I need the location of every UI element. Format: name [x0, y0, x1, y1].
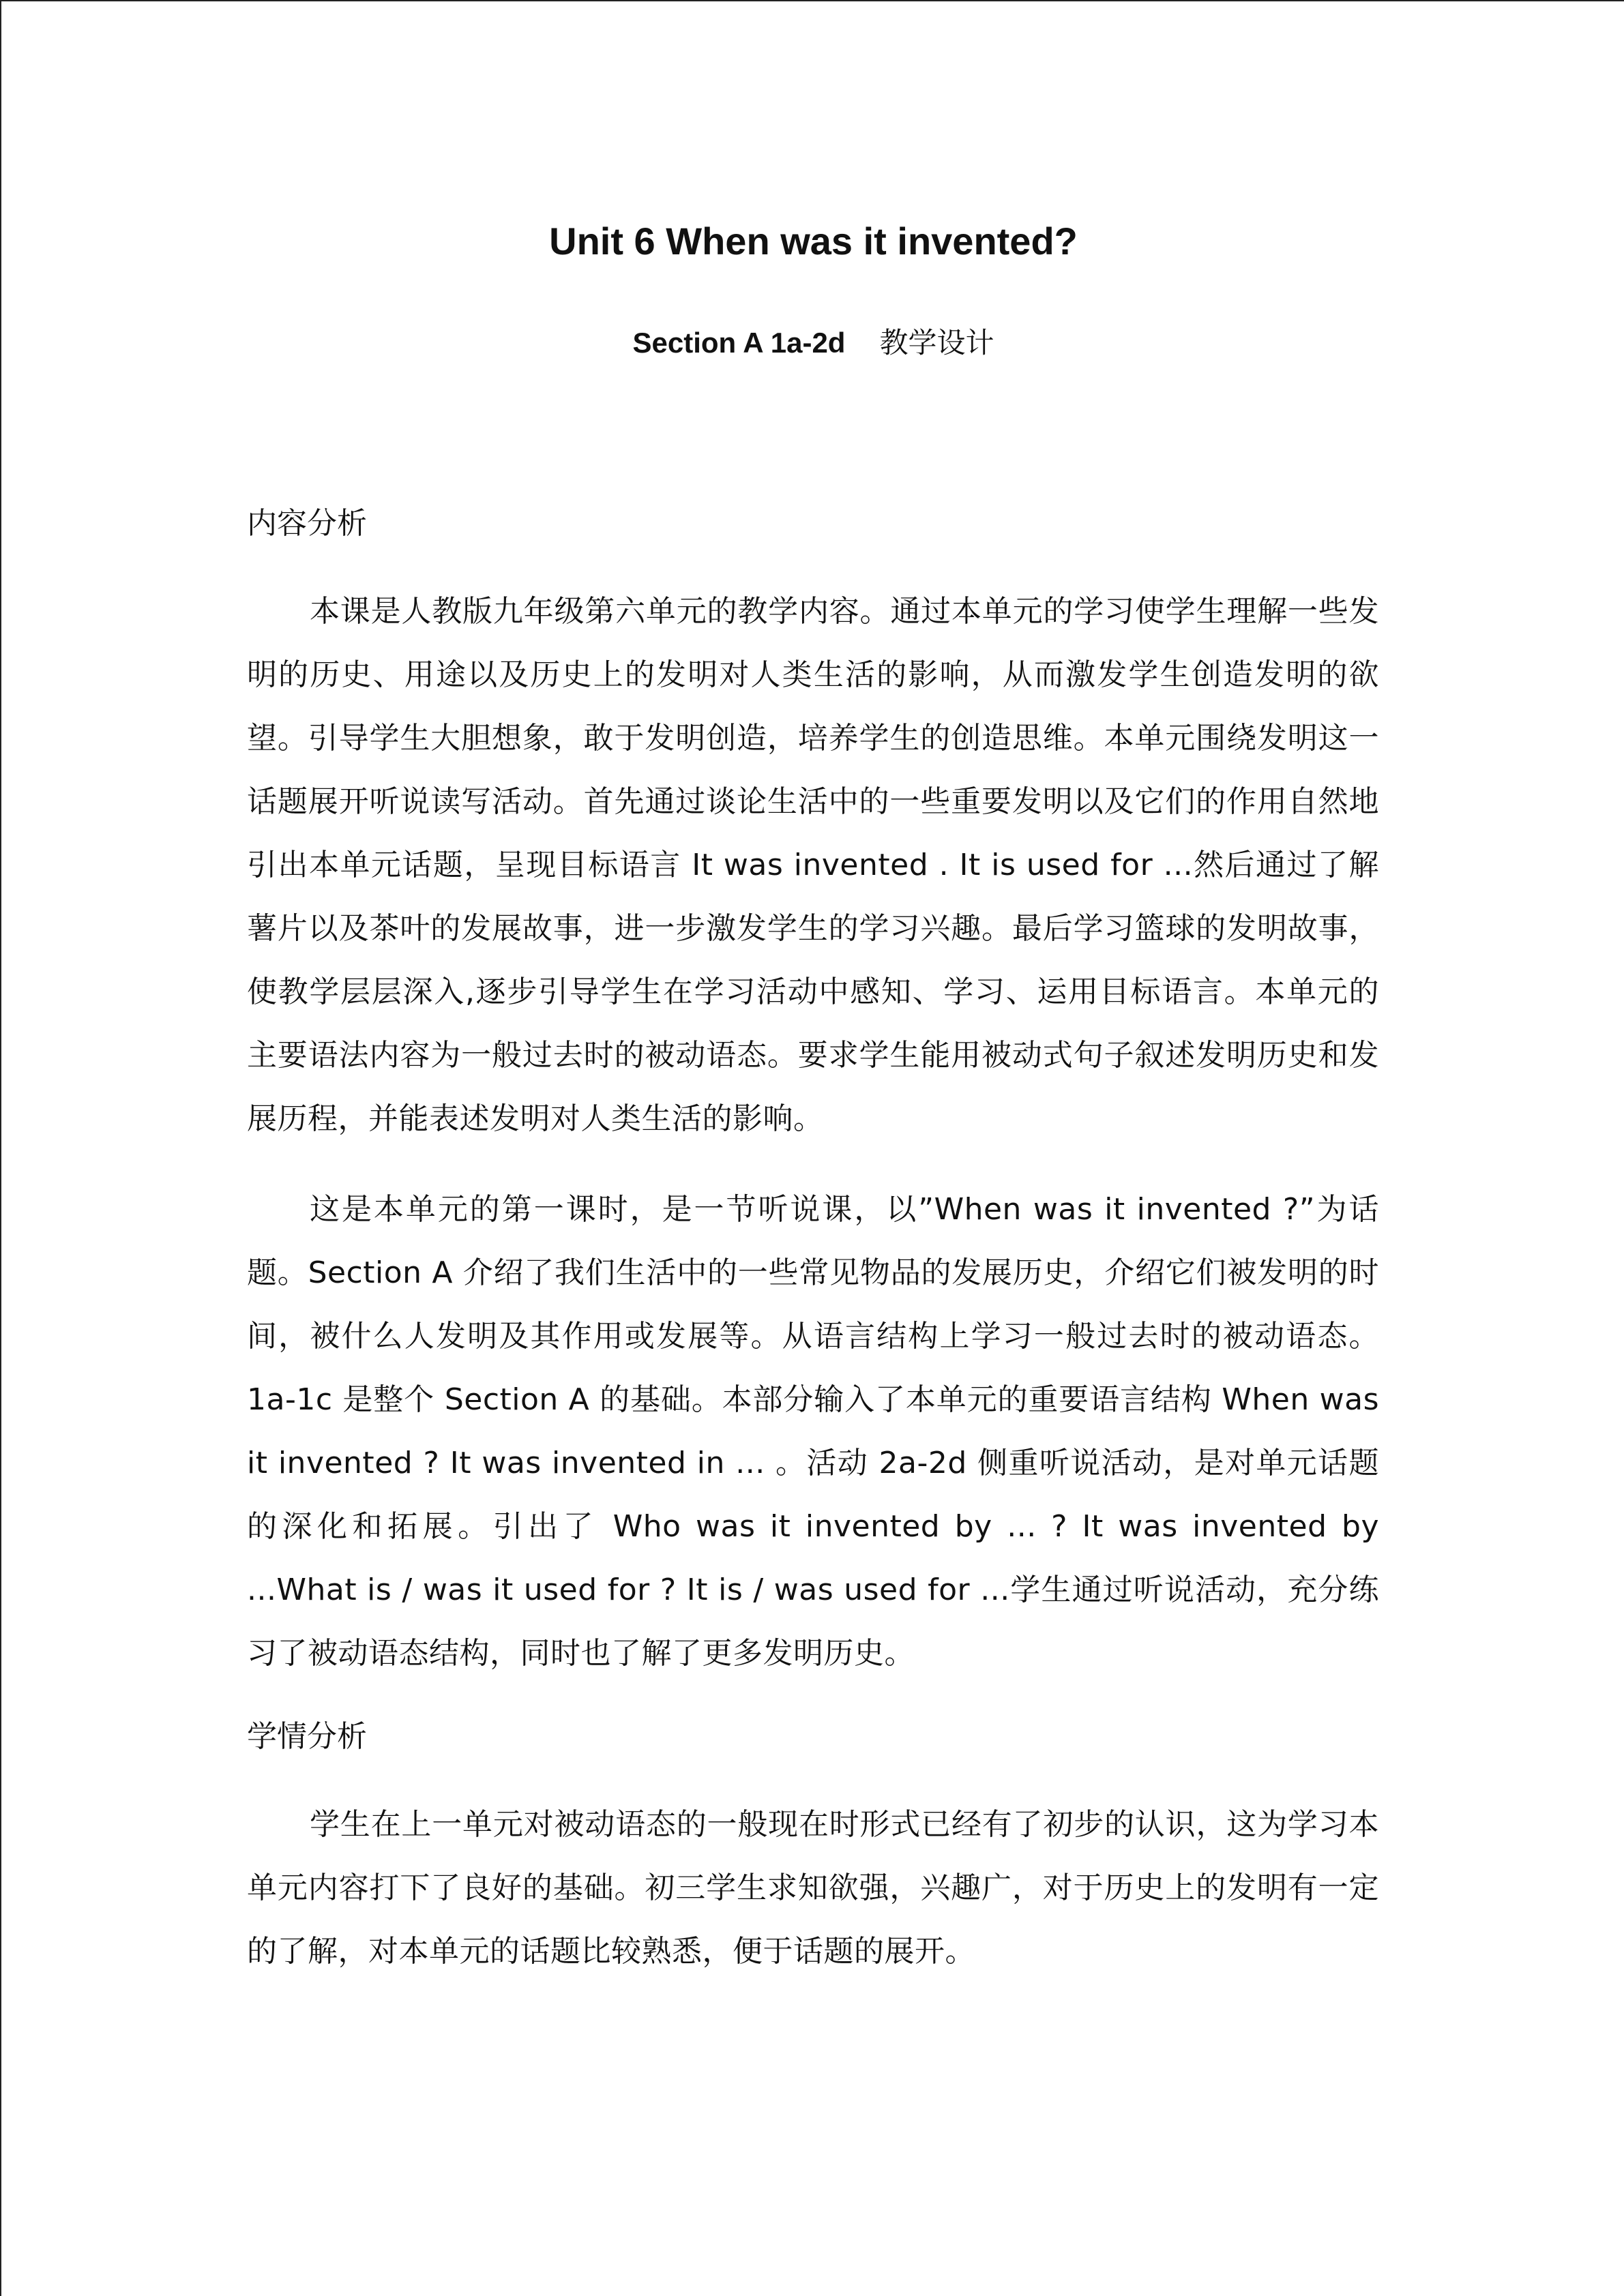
paragraph-content-analysis-2: 这是本单元的第一课时，是一节听说课，以”When was it invented ?”为话题。Section A 介绍了我们生活中的一些常见物品的发展历史，介绍它们被发明的时间，被什么人发明及其作用或发展等。从语言结构上学习一般过去时的被动语态。1a-1c 是整个 Section A 的基础。本部分输入了本单元的重要语言结构 When was it invented ? It was invented in ... 。活动 2a-2d 侧重听说活动，是对单元话题的深化和拓展。引出了 Who was it invented by ... ? It was invented by ...What is / was it used for ? It is / was used for ...学生通过听说活动，充分练习了被动语态结构，同时也了解了更多发明历史。 — [247, 1192, 1379, 1671]
section-heading-student-analysis: 学情分析 — [247, 1719, 367, 1754]
subtitle-section: Section A 1a-2d — [632, 327, 846, 359]
document-subtitle — [1, 320, 1624, 366]
paragraph-student-analysis-1: 学生在上一单元对被动语态的一般现在时形式已经有了初步的认识，这为学习本单元内容打下了良好的基础。初三学生求知欲强，兴趣广，对于历史上的发明有一定的了解，对本单元的话题比较熟悉，便于话题的展开。 — [247, 1807, 1379, 1969]
section-heading-content-analysis: 内容分析 — [247, 506, 367, 541]
document-title: Unit 6 When was it invented? — [549, 220, 1078, 263]
document-body — [247, 499, 1379, 1983]
paragraph-content-analysis-1: 本课是人教版九年级第六单元的教学内容。通过本单元的学习使学生理解一些发明的历史、用途以及历史上的发明对人类生活的影响，从而激发学生创造发明的欲望。引导学生大胆想象，敢于发明创造，培养学生的创造思维。本单元围绕发明这一话题展开听说读写活动。首先通过谈论生活中的一些重要发明以及它们的作用自然地引出本单元话题，呈现目标语言 It was invented . It is used for ...然后通过了解薯片以及茶叶的发展故事，进一步激发学生的学习兴趣。最后学习篮球的发明故事，使教学层层深入,逐步引导学生在学习活动中感知、学习、运用目标语言。本单元的主要语法内容为一般过去时的被动语态。要求学生能用被动式句子叙述发明历史和发展历程，并能表述发明对人类生活的影响。 — [247, 594, 1379, 1136]
subtitle-label: 教学设计 — [879, 327, 994, 359]
